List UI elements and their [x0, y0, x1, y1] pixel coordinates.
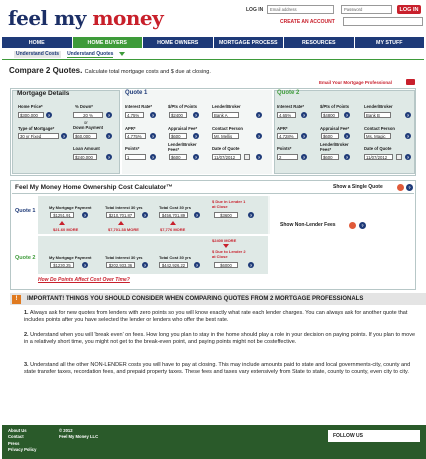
- calendar-icon[interactable]: [244, 154, 250, 160]
- login-label: LOG IN: [246, 7, 264, 13]
- mortgage-type-label: Type of Mortgage*: [18, 126, 55, 131]
- help-icon[interactable]: ?: [257, 112, 261, 118]
- show-single-link[interactable]: Show a Single Quote: [333, 184, 383, 190]
- help-icon[interactable]: ?: [257, 133, 261, 139]
- divider: [2, 59, 424, 60]
- q1-pts-input[interactable]: $2400: [169, 112, 187, 118]
- subnav-understand-costs[interactable]: Understand Costs: [16, 51, 60, 57]
- q2-appraisal-label: Appraisal Fee*: [320, 126, 350, 131]
- nav-my-stuff[interactable]: MY STUFF: [376, 39, 403, 46]
- q1-due-value: $3600: [214, 212, 238, 218]
- important-title: IMPORTANT! THINGS YOU SHOULD CONSIDER WHEN COMPARING QUOTES FROM 2 MORTGAGE PROFESSIONALS: [27, 296, 364, 302]
- help-icon[interactable]: ?: [143, 262, 147, 268]
- help-icon[interactable]: ?: [302, 112, 306, 118]
- follow-us-box[interactable]: FOLLOW US: [328, 430, 420, 442]
- logo-text-a: feel my: [8, 6, 93, 30]
- down-payment-input[interactable]: $60,000: [73, 133, 97, 139]
- q1-interest-value: $210,701.87: [106, 212, 135, 218]
- help-icon[interactable]: ?: [249, 262, 253, 268]
- help-icon[interactable]: ?: [83, 262, 87, 268]
- home-price-label: Home Price*: [18, 104, 43, 109]
- footer-links: [8, 428, 36, 453]
- tip-1: 1. Always ask for new quotes from lenders with zero points so you will know exactly what rate each lender charges. You can always ask for another quote that includes points after you have selected the lender or lenders who offer the best rate.: [24, 310, 408, 323]
- email-field[interactable]: Email address: [267, 5, 334, 14]
- important-banner: [10, 293, 426, 305]
- footer-contact-link[interactable]: Contact: [8, 434, 24, 440]
- q1-interest-rate-label: Interest Rate*: [125, 104, 152, 109]
- page-subtitle: Calculate total mortgage costs and $ due at closing.: [84, 69, 211, 75]
- q2-date-input[interactable]: 11/07/2012: [364, 154, 393, 160]
- pct-down-label: % Down*: [75, 104, 93, 109]
- help-icon[interactable]: ?: [107, 133, 111, 139]
- q2-interest-value: $202,933.36: [106, 262, 135, 268]
- help-icon[interactable]: ?: [359, 222, 366, 229]
- q1-interest-delta: $7,701.38 MORE: [108, 227, 139, 232]
- q2-interest-label: Total Interest 30 yrs: [105, 255, 143, 260]
- plus-icon[interactable]: [349, 222, 356, 229]
- footer-about-link[interactable]: About Us: [8, 428, 27, 433]
- q1-apr-input[interactable]: 4.775%: [125, 133, 146, 139]
- q1-date-label: Date of Quote: [212, 146, 240, 151]
- q2-points-label: Points*: [277, 146, 292, 151]
- password-field[interactable]: Password: [341, 5, 392, 14]
- q1-points-label: Points*: [125, 146, 140, 151]
- q2-payment-label: My Mortgage Payment: [49, 255, 92, 260]
- nav-mortgage-process[interactable]: MORTGAGE PROCESS: [214, 37, 285, 48]
- help-icon[interactable]: ?: [107, 112, 111, 118]
- q1-interest-label: Total Interest 30 yrs: [105, 205, 143, 210]
- q2-interest-rate-label: Interest Rate*: [277, 104, 304, 109]
- help-icon[interactable]: ?: [406, 154, 410, 160]
- help-icon[interactable]: ?: [195, 262, 199, 268]
- home-price-input[interactable]: $300,000: [18, 112, 44, 118]
- q2-appraisal-input[interactable]: $600: [321, 133, 339, 139]
- q1-lender-label: Lender/Broker: [212, 104, 241, 109]
- q1-appraisal-input[interactable]: $600: [169, 133, 187, 139]
- quote2-row-label: Quote 2: [15, 255, 36, 261]
- help-icon[interactable]: ?: [194, 133, 198, 139]
- help-icon[interactable]: ?: [406, 112, 410, 118]
- q2-lender-label: Lender/Broker: [364, 104, 393, 109]
- help-icon[interactable]: ?: [194, 112, 198, 118]
- divider: [12, 193, 414, 194]
- q1-interest-rate-input[interactable]: 4.75%: [125, 112, 144, 118]
- q2-total-label: Total Cost 30 yrs: [159, 255, 191, 260]
- q2-pts-input[interactable]: $4800: [321, 112, 339, 118]
- up-arrow-icon: [59, 221, 65, 225]
- help-icon[interactable]: ?: [345, 154, 349, 160]
- pct-down-input[interactable]: 20 %: [73, 112, 103, 118]
- help-icon[interactable]: ?: [194, 154, 198, 160]
- mortgage-type-select[interactable]: 30 yr Fixed: [18, 133, 59, 139]
- q1-total-value: $456,701.89: [159, 212, 188, 218]
- how-points-link[interactable]: How Do Points Affect Cost Over Time?: [38, 277, 130, 283]
- help-icon[interactable]: ?: [107, 154, 111, 160]
- mortgage-details-title: Mortgage Details: [17, 90, 70, 97]
- q1-date-input[interactable]: 11/07/2012: [212, 154, 241, 160]
- nav-home[interactable]: HOME: [2, 37, 73, 48]
- q1-lender-input[interactable]: Bank A: [212, 112, 239, 118]
- footer-press-link[interactable]: Press: [8, 440, 20, 446]
- alert-icon: !: [12, 295, 21, 304]
- email-professional-link[interactable]: Email Your Mortgage Professional: [319, 80, 392, 85]
- help-icon[interactable]: ?: [62, 133, 66, 139]
- minus-icon[interactable]: [397, 184, 404, 191]
- help-icon[interactable]: ?: [302, 133, 306, 139]
- q2-points-input[interactable]: 2: [277, 154, 298, 160]
- q2-due-value: $6000: [214, 262, 238, 268]
- q1-apr-label: APR*: [125, 126, 136, 131]
- q1-contact-label: Contact Person: [212, 126, 243, 131]
- page-title: Compare 2 Quotes. Calculate total mortgage costs and $ due at closing.: [9, 66, 211, 75]
- q2-contact-label: Contact Person: [364, 126, 395, 131]
- help-icon[interactable]: ?: [83, 212, 87, 218]
- q1-total-label: Total Cost 30 yrs: [159, 205, 191, 210]
- q1-points-input[interactable]: 1: [125, 154, 146, 160]
- tip-3: 3. Understand all the other NON-LENDER costs you will have to pay at closing. This may include amounts paid to state and local governments-city, county and state transfer taxes, recordation fees, and prepaid property taxes. These fees and taxes vary extensively from State to state, county to county, even city to city.: [24, 362, 411, 375]
- q2-payment-value: $1230.25: [50, 262, 74, 268]
- calendar-icon[interactable]: [396, 154, 402, 160]
- sub-nav: [14, 51, 125, 58]
- header-blank-field: [343, 17, 423, 26]
- q1-appraisal-label: Appraisal Fee*: [168, 126, 198, 131]
- quote2-panel: [274, 90, 415, 174]
- help-icon[interactable]: ?: [151, 154, 155, 160]
- help-icon[interactable]: ?: [345, 133, 349, 139]
- q1-payment-label: My Mortgage Payment: [49, 205, 92, 210]
- q2-date-label: Date of Quote: [364, 146, 392, 151]
- help-icon[interactable]: ?: [345, 112, 349, 118]
- tip-2: 2. Understand when you will 'break even' on fees. How long you plan to stay in the home should play a role in your decision on paying points. If you plan to move in a relatively short time, you might not get to the break-even point, and paying points might not be costeffective.: [24, 332, 416, 345]
- help-icon[interactable]: ?: [47, 112, 51, 118]
- nav-home-owners[interactable]: HOME OWNERS: [143, 37, 214, 48]
- quote1-row-label: Quote 1: [15, 208, 36, 214]
- subnav-understand-quotes[interactable]: Understand Quotes: [67, 51, 114, 57]
- q2-apr-input[interactable]: 4.728%: [277, 133, 298, 139]
- q1-payment-value: $1251.91: [50, 212, 74, 218]
- main-nav: [2, 37, 424, 48]
- q2-lender-input[interactable]: Bank B: [364, 112, 391, 118]
- help-icon[interactable]: ?: [249, 212, 253, 218]
- q2-due-delta: $2400 MORE: [212, 238, 237, 243]
- q2-lender-fees-input[interactable]: $600: [321, 154, 339, 160]
- email-icon[interactable]: [406, 79, 415, 85]
- q1-lender-fees-label: Lender/Broker Fees*: [168, 142, 197, 152]
- help-icon[interactable]: ?: [151, 133, 155, 139]
- quote1-title: Quote 1: [125, 90, 148, 96]
- q1-pts-label: $/Pts of Points: [168, 104, 198, 109]
- q1-due-note: $ Due in Lender 1 at Close: [212, 199, 246, 209]
- down-payment-label: Down Payment: [73, 125, 104, 130]
- help-icon[interactable]: ?: [302, 154, 306, 160]
- q2-apr-label: APR*: [277, 126, 288, 131]
- q2-total-value: $442,926.22: [159, 262, 188, 268]
- q2-contact-input[interactable]: Ms. Magic: [364, 133, 391, 139]
- site-logo[interactable]: [8, 6, 163, 30]
- or-label: or: [84, 120, 88, 125]
- q2-interest-rate-input[interactable]: 4.65%: [277, 112, 296, 118]
- quote1-panel: [122, 90, 272, 174]
- q2-due-note: $ Due to Lender 2 at Close: [212, 249, 246, 259]
- mortgage-details-panel: [12, 90, 120, 174]
- chevron-down-icon: [119, 52, 125, 56]
- help-icon[interactable]: ?: [257, 154, 261, 160]
- q2-pts-label: $/Pts of Points: [320, 104, 350, 109]
- create-account-link[interactable]: CREATE AN ACCOUNT: [280, 19, 335, 25]
- login-button[interactable]: LOG IN: [397, 5, 421, 14]
- help-icon[interactable]: ?: [406, 184, 413, 191]
- q1-contact-input[interactable]: Mr. Mellis: [212, 133, 239, 139]
- up-arrow-icon: [170, 221, 176, 225]
- help-icon[interactable]: ?: [406, 133, 410, 139]
- calculator-title: Feel My Money Home Ownership Cost Calculator™: [15, 184, 173, 191]
- help-icon[interactable]: ?: [143, 212, 147, 218]
- loan-amount-value: $240,000: [73, 154, 97, 160]
- help-icon[interactable]: ?: [151, 112, 155, 118]
- help-icon[interactable]: ?: [195, 212, 199, 218]
- q1-payment-delta: $21.60 MORE: [53, 227, 79, 232]
- loan-amount-label: Loan Amount: [73, 146, 100, 151]
- logo-text-b: money: [92, 6, 164, 30]
- down-arrow-icon: [223, 244, 229, 248]
- q1-total-delta: $7,776 MORE: [160, 227, 186, 232]
- q2-lender-fees-label: Lender/Broker Fees*: [320, 142, 349, 152]
- up-arrow-icon: [118, 221, 124, 225]
- footer-privacy-link[interactable]: Privacy Policy: [8, 446, 37, 452]
- quote2-title: Quote 2: [277, 90, 300, 96]
- nav-home-buyers[interactable]: HOME BUYERS: [73, 37, 144, 48]
- show-nonlender-link[interactable]: Show Non-Lender Fees: [280, 222, 336, 228]
- q1-lender-fees-input[interactable]: $600: [169, 154, 187, 160]
- nav-resources[interactable]: RESOURCES: [284, 37, 355, 48]
- footer-copyright: © 2012 Feel My Money LLC: [59, 428, 99, 440]
